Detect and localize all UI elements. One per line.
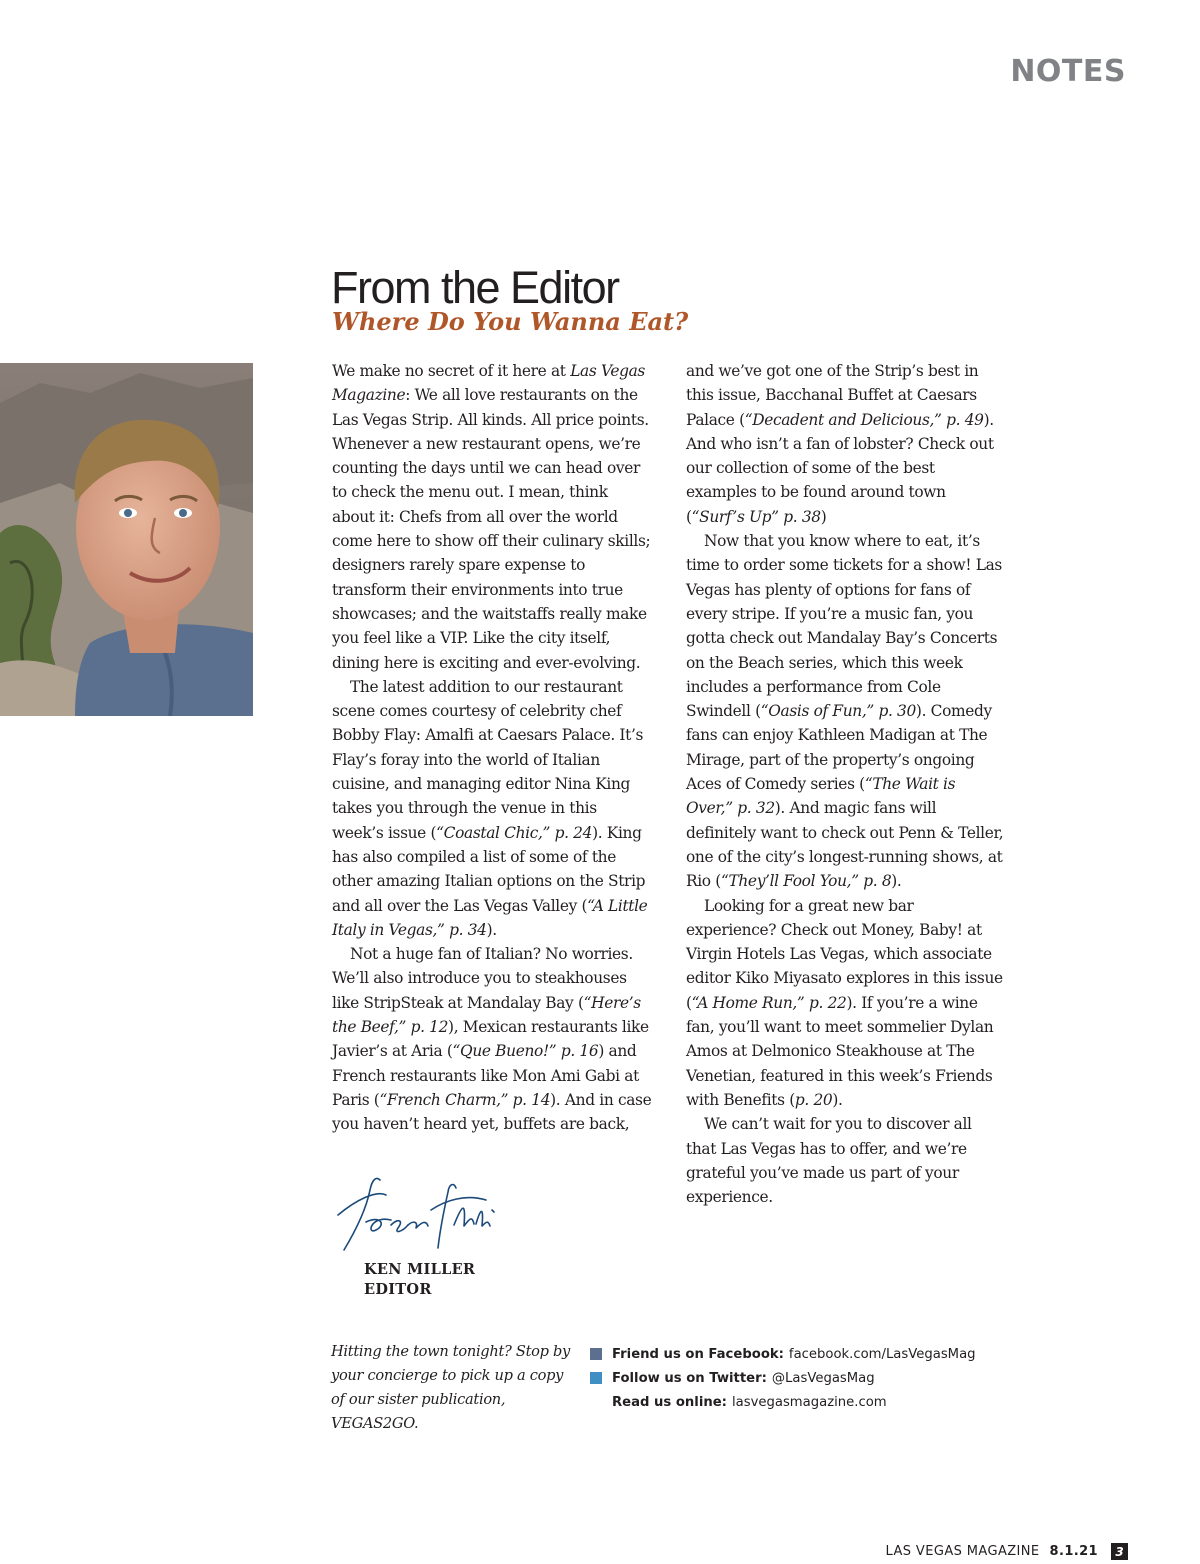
twitter-icon	[590, 1372, 602, 1384]
article-paragraph	[686, 1112, 1006, 1209]
editor-role: EDITOR	[364, 1281, 432, 1298]
article-paragraph	[686, 529, 1006, 893]
text-run: ). And magic fans will definitely want to check out Penn & Teller, one of the city’s longest-running shows, at Rio (	[686, 799, 1004, 891]
social-label: Friend us on Facebook:	[612, 1346, 784, 1362]
text-run: Not a huge fan of Italian? No worries. We’ll also introduce you to steakhouses like StripSteak at Mandalay Bay (	[332, 945, 633, 1012]
text-run: and we’ve got one of the Strip’s best in this issue, Bacchanal Buffet at Caesars Palace (	[686, 362, 979, 429]
italic-text: “The Wait is Over,” p. 32	[686, 775, 956, 818]
article-paragraph	[332, 942, 652, 1136]
italic-text: “A Little Italy in Vegas,” p. 34	[332, 896, 648, 939]
italic-text: “Decadent and Delicious,” p. 49	[744, 410, 984, 429]
page-number: 3	[1111, 1543, 1128, 1560]
social-label: Follow us on Twitter:	[612, 1370, 767, 1386]
social-link-row	[590, 1366, 1010, 1390]
social-link-row	[590, 1390, 1010, 1414]
text-run: Now that you know where to eat, it’s time to order some tickets for a show! Las Vegas has plenty of options for fans of every stripe. If you’re a music fan, you gotta check out Mandalay Bay’s Concerts on the Beach series, which this week includes a performance from Cole Swindell (	[686, 532, 1002, 721]
page-footer	[886, 1543, 1128, 1560]
editor-name: KEN MILLER	[364, 1261, 476, 1278]
italic-text: “A Home Run,” p. 22	[691, 993, 847, 1012]
text-run: ). If you’re a wine fan, you’ll want to meet sommelier Dylan Amos at Delmonico Steakhouse at The Venetian, featured in this week’s Friends with Benefits (	[686, 993, 994, 1109]
text-run: ). King has also compiled a list of some of the other amazing Italian options on the Strip and all over the Las Vegas Valley (	[332, 823, 646, 915]
article-column-2	[686, 359, 1006, 1209]
signoff	[364, 1260, 475, 1300]
text-run: ).	[486, 920, 497, 939]
italic-text: “French Charm,” p. 14	[379, 1090, 551, 1109]
italic-text: “Here’s the Beef,” p. 12	[332, 993, 641, 1037]
text-run: ) and French restaurants like Mon Ami Gabi at Paris (	[332, 1042, 639, 1109]
social-link[interactable]: @LasVegasMag	[771, 1370, 875, 1386]
italic-text: “They’ll Fool You,” p. 8	[720, 872, 892, 891]
footer-publication: LAS VEGAS MAGAZINE	[885, 1544, 1040, 1559]
social-link-row	[590, 1342, 1010, 1366]
article-paragraph	[332, 675, 652, 942]
italic-text: “Que Bueno!” p. 16	[452, 1042, 599, 1061]
text-run: ), Mexican restaurants like Javier’s at Aria (	[332, 1018, 649, 1061]
social-link[interactable]: lasvegasmagazine.com	[731, 1394, 887, 1410]
editor-signature	[336, 1170, 506, 1260]
text-run: VEGAS2GO.	[331, 1415, 419, 1432]
text-run: We can’t wait for you to discover all that Las Vegas has to offer, and we’re grateful you’ve made us part of your experience.	[686, 1115, 972, 1207]
article-column-1	[332, 359, 652, 1137]
text-run: : We all love restaurants on the Las Vegas Strip. All kinds. All price points. Whenever a new restaurant opens, we’re counting the days until we can head over to check the menu out. I mean, think about it: Chefs from all over the world come here to show off their culinary skills; designers rarely spare expense to transform their environments into true showcases; and the waitstaffs really make you feel like a VIP. Like the city itself, dining here is exciting and ever-evolving.	[332, 386, 651, 672]
text-run: ). And in case you haven’t heard yet, buffets are back,	[332, 1090, 652, 1134]
footer-date: 8.1.21	[1049, 1544, 1098, 1559]
article-subtitle: Where Do You Wanna Eat?	[332, 307, 689, 336]
text-run: Looking for a great new bar experience? Check out Money, Baby! at Virgin Hotels Las Vegas, which associate editor Kiko Miyasato explores in this issue (	[686, 896, 1003, 1012]
social-link[interactable]: facebook.com/LasVegasMag	[788, 1346, 976, 1362]
social-label: Read us online:	[612, 1394, 727, 1410]
text-run: ). And who isn’t a fan of lobster? Check out our collection of some of the best examples to be found around town (	[686, 410, 994, 526]
text-run: ).	[832, 1090, 843, 1109]
article-title: From the Editor	[331, 262, 619, 313]
italic-text: “Coastal Chic,” p. 24	[436, 823, 593, 842]
editor-photo	[0, 363, 253, 716]
italic-text: “Oasis of Fun,” p. 30	[760, 702, 916, 721]
article-paragraph	[686, 359, 1006, 529]
text-run: )	[820, 507, 827, 526]
italic-text: Las Vegas Magazine	[332, 362, 645, 405]
promo-text	[331, 1340, 571, 1436]
text-run: ). Comedy fans can enjoy Kathleen Madigan at The Mirage, part of the property’s ongoing Aces of Comedy series (	[686, 702, 992, 794]
article-paragraph	[332, 359, 652, 675]
italic-text: p. 20	[794, 1090, 833, 1109]
facebook-icon	[590, 1348, 602, 1360]
text-run: We make no secret of it here at	[332, 362, 571, 380]
text-run: The latest addition to our restaurant scene comes courtesy of celebrity chef Bobby Flay: Amalfi at Caesars Palace. It’s Flay’s foray into the world of Italian cuisine, and managing editor Nina King takes you through the venue in this week’s issue (	[332, 677, 644, 842]
article-paragraph	[686, 894, 1006, 1113]
text-run: ).	[891, 872, 902, 891]
italic-text: Hitting the town tonight? Stop by your concierge to pick up a copy of our sister publication,	[331, 1343, 570, 1408]
italic-text: “Surf’s Up” p. 38	[691, 507, 821, 526]
section-label: NOTES	[1010, 54, 1126, 89]
social-links	[590, 1342, 1010, 1414]
